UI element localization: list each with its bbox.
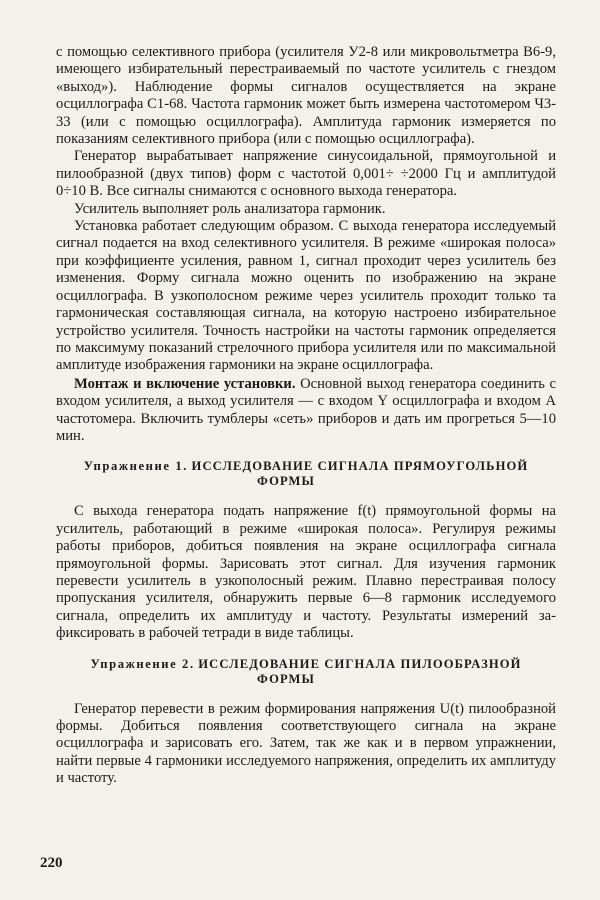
exercise-1-label: Упражнение 1.	[83, 459, 188, 474]
exercise-2-label: Упражнение 2.	[90, 656, 195, 671]
paragraph-assembly	[56, 376, 556, 446]
exercise-2-title-line1: ИССЛЕДОВАНИЕ СИГНАЛА ПИЛООБРАЗНОЙ	[198, 656, 522, 671]
exercise-2-heading	[56, 657, 556, 687]
exercise-1-title-line1: ИССЛЕДОВАНИЕ СИГНАЛА ПРЯМОУГОЛЬНОЙ	[191, 459, 529, 474]
paragraph-equipment: с помощью селективного прибора (усилителя У2-8 или микровольтметра В6-9, имеющего избирательный перестраиваемый по частоте усилитель с гнездом «выход»). Наблюдение формы сигналов осуществляется на экране осциллографа С1-68. Частота гармоник может быть измерена частотомером Ч3-33 (или с помощью осциллографа). Амплитуда гармоник измеряется по показаниям селективного прибора (или с помощью осциллографа).	[56, 44, 556, 148]
paragraph-operation: Установка работает следующим образом. С выхода генератора исследуемый сигнал подается на вход селективного усилителя. В режиме «широкая полоса» при коэффициенте усиления, равном 1, сигнал проходит через усилитель без изменения. Форму сигнала можно оценить по изображению на экране осциллографа. В узкополосном режиме через усилитель проходит только та гармоническая составляющая сигнала, на которую настроено избирательное устройство усилителя. Точность настройки на частоты гармоник определяется по максимуму показаний стрелочного прибора усилителя или по максимальной амплитуде изображения гармоники на экране осциллографа.	[56, 218, 556, 374]
exercise-1-text: С выхода генератора подать напряжение f(t) прямоугольной формы на усилитель, работающий в режиме «широкая полоса». Регулируя режимы работы приборов, добиться появления на экране осциллографа сигнала прямоугольной формы. Зарисовать этот сигнал. Для изучения гармоник перевести усилитель в узкополосный режим. Плавно перестраивая полосу пропускания усилителя, обнаружить первые 6—8 гармоник исследуемого сигнала, определить их амплитуду и частоту. Результаты измерений зафиксировать в рабочей тетради в виде таблицы.	[56, 503, 556, 642]
assembly-lead: Монтаж и включение установки.	[74, 375, 296, 392]
paragraph-generator: Генератор вырабатывает напряжение синусоидальной, прямоугольной и пилообразной (двух типов) форм с частотой 0,001÷ ÷2000 Гц и амплитудой 0÷10 В. Все сигналы снимаются с основного выхода генератора.	[56, 148, 556, 200]
exercise-1-title-line2: ФОРМЫ	[257, 474, 315, 489]
paragraph-amplifier: Усилитель выполняет роль анализатора гармоник.	[74, 200, 386, 217]
assembly-text: Основной выход генератора соединить с входом усилителя, а выход усилителя — с входом Y осциллографа и входом A частотомера. Включить тумблеры «сеть» приборов и дать им прогреться 5—10 мин.	[56, 375, 556, 444]
exercise-2-title-line2: ФОРМЫ	[257, 671, 315, 686]
exercise-1-heading	[56, 459, 556, 489]
page-number: 220	[40, 855, 63, 871]
exercise-2-text: Генератор перевести в режим формирования напряжения U(t) пилообразной формы. Добиться появления соответствующего сигнала на экране осциллографа и зарисовать его. Затем, так же как и в первом упражнении, найти первые 4 гармоники исследуемого напряжения, определить их амплитуду и частоту.	[56, 700, 556, 787]
